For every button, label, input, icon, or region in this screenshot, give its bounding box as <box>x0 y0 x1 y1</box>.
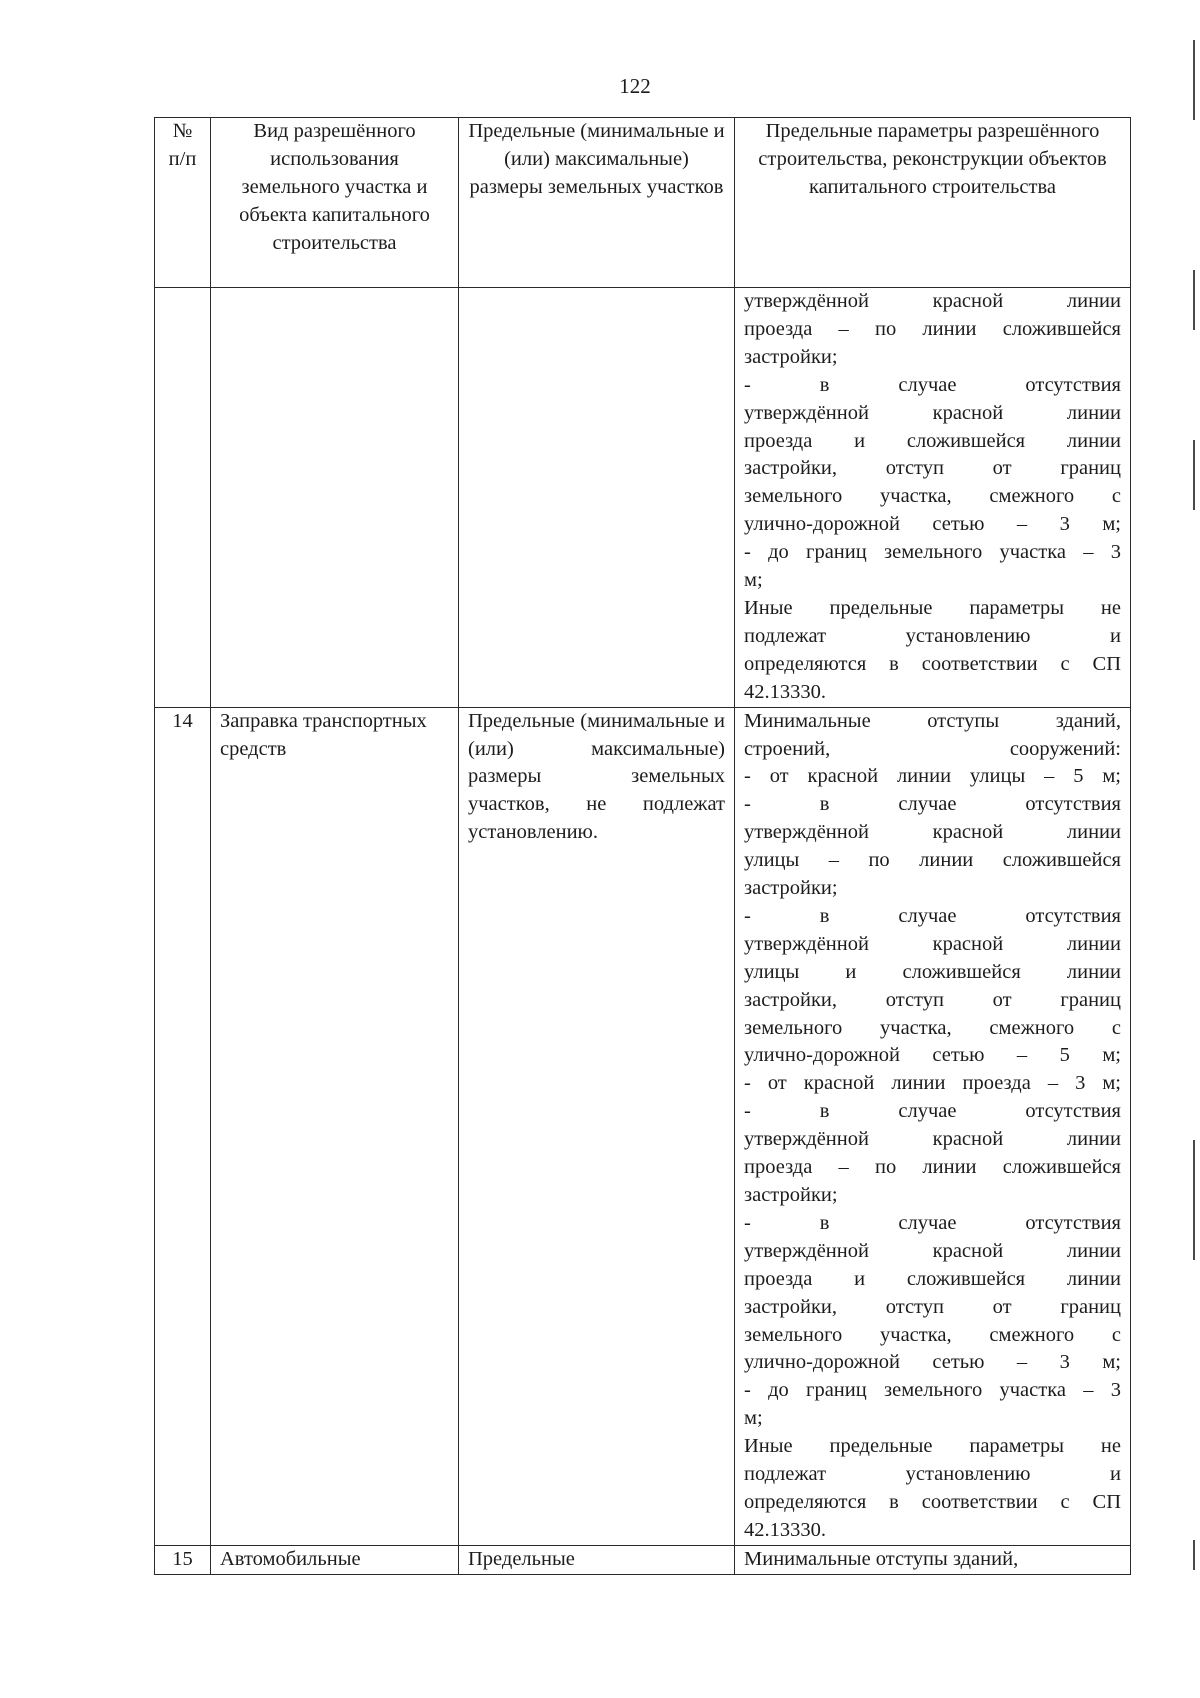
params-line: улицы и сложившейся линии <box>744 960 1121 983</box>
params-line: Иные предельные параметры не <box>744 1435 1121 1458</box>
row-use-type: Автомобильные <box>211 1545 459 1574</box>
params-line: улично-дорожной сетью – 5 м; <box>744 1044 1121 1067</box>
row-number: 15 <box>155 1545 211 1574</box>
row-build-params <box>735 707 1131 1545</box>
row-use-type <box>211 288 459 708</box>
scan-edge-mark <box>1193 40 1195 120</box>
params-line: проезда и сложившейся линии <box>744 429 1121 452</box>
scan-edge-mark <box>1193 1140 1195 1260</box>
params-line: земельного участка, смежного с <box>744 1323 1121 1346</box>
params-line: застройки; <box>744 345 838 368</box>
table-row <box>155 707 1131 1545</box>
params-line: застройки; <box>744 1184 838 1206</box>
params-line: - в случае отсутствия <box>744 373 1121 396</box>
params-line: проезда и сложившейся линии <box>744 1267 1121 1290</box>
params-line: утверждённой красной линии <box>744 932 1121 955</box>
params-line: проезда – по линии сложившейся <box>744 1156 1121 1179</box>
header-plot-size: Предельные (минимальные и (или) максимальные) размеры земельных участков <box>459 118 735 288</box>
params-line: застройки, отступ от границ <box>744 988 1121 1011</box>
scan-edge-mark <box>1193 270 1195 330</box>
params-line: застройки; <box>744 877 838 900</box>
row-use-type: Заправка транспортных средств <box>211 707 459 1545</box>
params-line: земельного участка, смежного с <box>744 485 1121 508</box>
params-line: строений, сооружений: <box>744 737 1121 760</box>
params-line: Иные предельные параметры не <box>744 596 1121 619</box>
row-number: 14 <box>155 707 211 1545</box>
params-line: улицы – по линии сложившейся <box>744 849 1121 872</box>
params-line: 42.13330. <box>744 1518 826 1541</box>
params-line: подлежат установлению и <box>744 1463 1121 1486</box>
params-line: улично-дорожной сетью – 3 м; <box>744 513 1121 536</box>
params-line: определяются в соответствии с СП <box>744 652 1121 675</box>
page-number: 122 <box>619 74 651 98</box>
params-line: м; <box>744 1407 763 1430</box>
params-line: застройки, отступ от границ <box>744 1295 1121 1318</box>
params-line: - от красной линии проезда – 3 м; <box>744 1072 1121 1095</box>
params-line: - в случае отсутствия <box>744 793 1121 816</box>
params-line: утверждённой красной линии <box>744 401 1121 424</box>
params-line: - до границ земельного участка – 3 <box>744 541 1121 564</box>
scan-edge-mark <box>1193 440 1195 510</box>
params-line: утверждённой красной линии <box>744 1239 1121 1262</box>
params-line: застройки, отступ от границ <box>744 457 1121 480</box>
params-line: - от красной линии улицы – 5 м; <box>744 765 1121 788</box>
params-line: подлежат установлению и <box>744 624 1121 647</box>
params-line: утверждённой красной линии <box>744 290 1121 312</box>
header-number-pp: п/п <box>168 147 197 170</box>
params-line: - в случае отсутствия <box>744 904 1121 927</box>
params-line: проезда – по линии сложившейся <box>744 317 1121 340</box>
row-plot-size: Предельные <box>459 1545 735 1574</box>
params-line: земельного участка, смежного с <box>744 1016 1121 1039</box>
table-header-row <box>155 118 1131 288</box>
row-build-params <box>735 1545 1131 1574</box>
params-line: утверждённой красной линии <box>744 821 1121 844</box>
row-plot-size <box>459 288 735 708</box>
params-line: - в случае отсутствия <box>744 1100 1121 1123</box>
params-line: - до границ земельного участка – 3 <box>744 1379 1121 1402</box>
table-row <box>155 1545 1131 1574</box>
header-build-params: Предельные параметры разрешённого строительства, реконструкции объектов капитального строительства <box>735 118 1131 288</box>
table-row <box>155 288 1131 708</box>
scan-edge-mark <box>1193 1540 1195 1570</box>
params-line: 42.13330. <box>744 680 826 703</box>
row-number <box>155 288 211 708</box>
params-line: Минимальные отступы зданий, <box>744 709 1121 732</box>
header-number-sign: № <box>172 120 193 142</box>
zoning-parameters-table <box>154 117 1131 1575</box>
params-line: - в случае отсутствия <box>744 1211 1121 1234</box>
params-line: утверждённой красной линии <box>744 1128 1121 1151</box>
params-line: улично-дорожной сетью – 3 м; <box>744 1351 1121 1374</box>
header-use-type: Вид разрешённого использования земельного участка и объекта капитального строительства <box>211 118 459 288</box>
row-plot-size: Предельные (минимальные и (или) максимальные) размеры земельных участков, не подлежат установлению. <box>459 707 735 1545</box>
params-line: м; <box>744 569 763 592</box>
row-build-params <box>735 288 1131 708</box>
header-number <box>155 118 211 288</box>
params-line: определяются в соответствии с СП <box>744 1490 1121 1513</box>
params-line: Минимальные отступы зданий, <box>744 1547 1019 1570</box>
